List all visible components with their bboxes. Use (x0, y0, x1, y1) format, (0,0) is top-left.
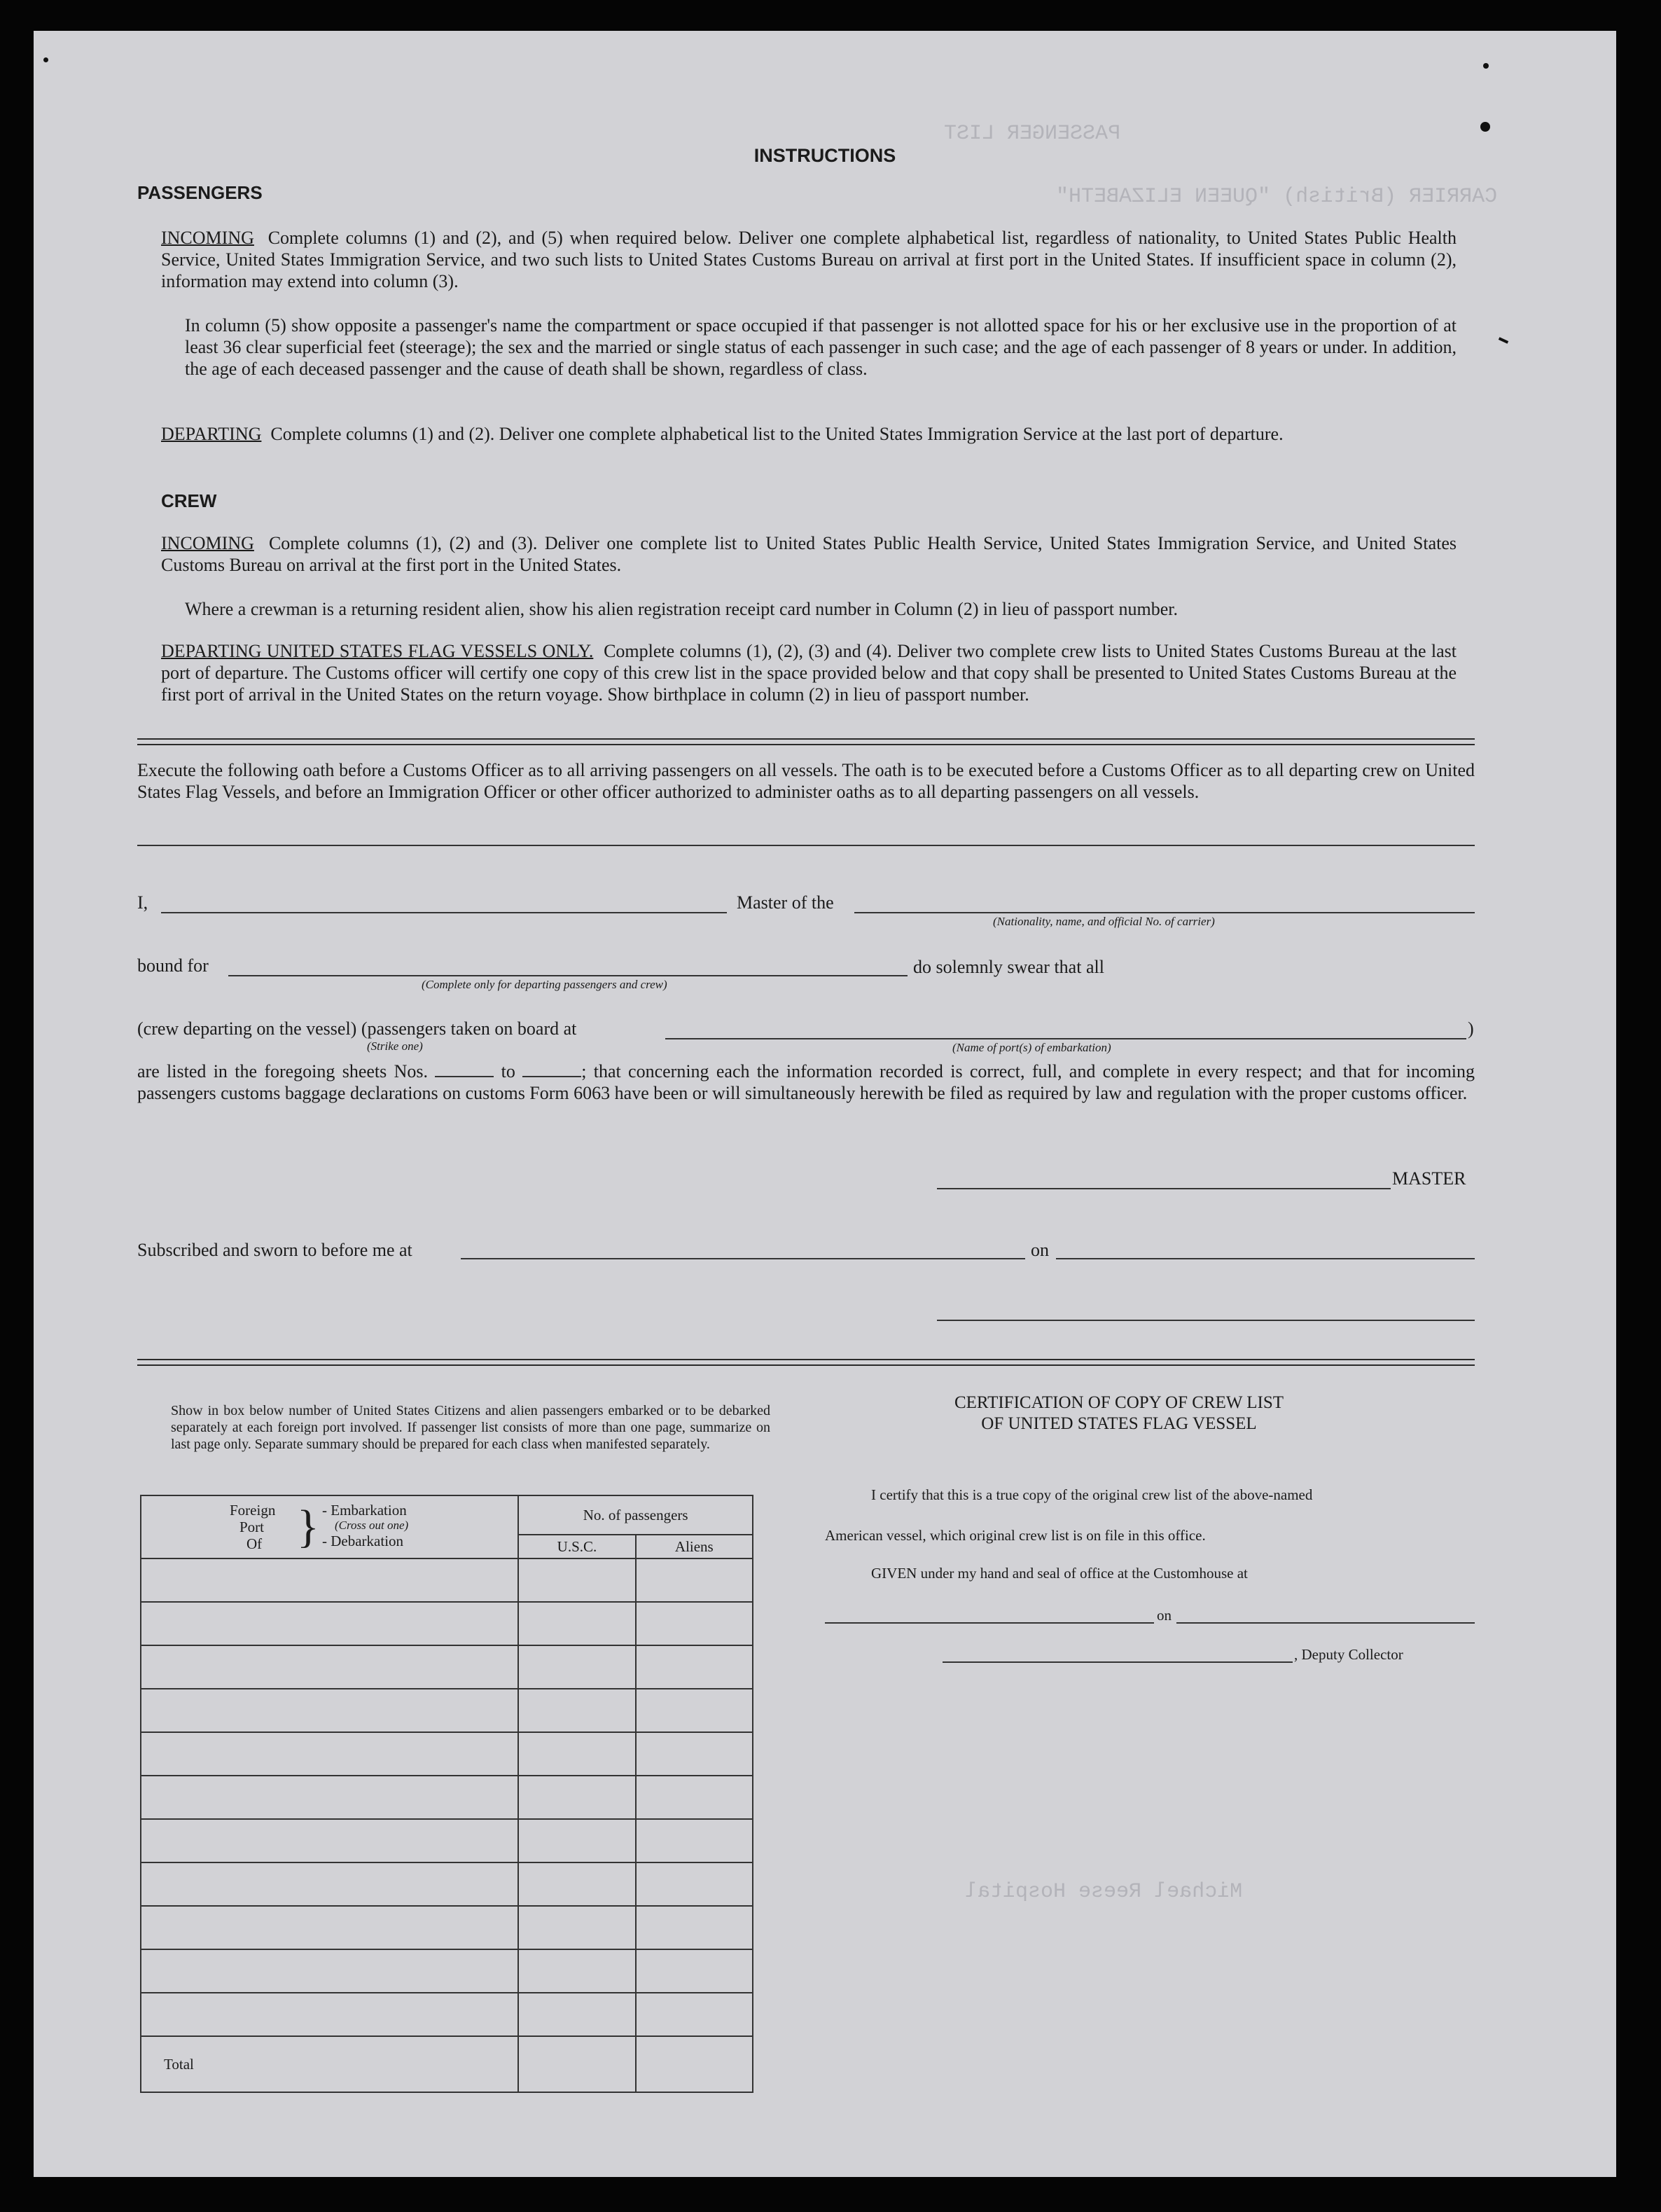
master-of-label: Master of the (737, 892, 834, 913)
usc-cell[interactable] (518, 1645, 635, 1689)
sheet-to-field[interactable] (522, 1062, 581, 1077)
table-row (141, 1645, 753, 1689)
passengers-incoming-label: INCOMING (161, 228, 254, 248)
oath-intro: Execute the following oath before a Customs Officer as to all arriving passengers on all vessels. The oath is to be executed before a Customs Officer as to all departing crew on United States Flag Vessels, and before an Immigration Officer or other officer authorized to administer oaths as to all departing passengers on all vessels. (137, 760, 1475, 802)
section-divider (137, 744, 1475, 745)
bleed-through-text: Michael Reese Hospital (965, 1880, 1243, 1904)
page-title: INSTRUCTIONS (753, 145, 896, 166)
certification-date-field[interactable] (1176, 1622, 1475, 1624)
aliens-cell[interactable] (636, 1558, 753, 1602)
section-divider (137, 1359, 1475, 1360)
crew-departing-text: Complete columns (1), (2), (3) and (4). Deliver two complete crew lists to United States Customs Bureau at the last port of departure. The Customs officer will certify one copy of this crew list in the space provided below and that copy shall be presented to United States Customs Bureau at the first port of arrival in the United States on the return voyage. Show birthplace in column (2) in lieu of passport number. (161, 641, 1457, 705)
aliens-cell[interactable] (636, 1862, 753, 1906)
scan-speck (1480, 122, 1490, 132)
foreign-label: Foreign (230, 1502, 276, 1519)
aliens-cell[interactable] (636, 1949, 753, 1993)
certification-on-label: on (1157, 1607, 1172, 1624)
close-paren: ) (1468, 1018, 1474, 1039)
section-divider (137, 1364, 1475, 1366)
aliens-cell[interactable] (636, 1819, 753, 1862)
swear-label: do solemnly swear that all (913, 957, 1104, 977)
aliens-cell[interactable] (636, 1602, 753, 1645)
master-signature-label: MASTER (1392, 1168, 1466, 1189)
table-row (141, 1558, 753, 1602)
crew-departing-label: DEPARTING UNITED STATES FLAG VESSELS ONLY. (161, 641, 594, 661)
port-cell[interactable] (141, 1689, 518, 1732)
bound-caption: (Complete only for departing passengers and crew) (422, 978, 667, 991)
subscribed-label: Subscribed and sworn to before me at (137, 1240, 412, 1260)
customhouse-field[interactable] (825, 1622, 1154, 1624)
bound-for-label: bound for (137, 955, 209, 976)
officer-signature-field[interactable] (937, 1320, 1475, 1321)
port-cell[interactable] (141, 1602, 518, 1645)
port-label: Port (239, 1519, 265, 1535)
american-vessel-text: American vessel, which original crew list is on file in this office. (825, 1527, 1206, 1544)
aliens-header: Aliens (636, 1535, 753, 1558)
scan-speck (43, 57, 48, 62)
usc-cell[interactable] (518, 1819, 635, 1862)
crew-incoming-paragraph (161, 532, 1457, 576)
bleed-through-text: PASSENGER LIST (944, 122, 1121, 146)
sheet-from-field[interactable] (435, 1062, 494, 1077)
port-cell[interactable] (141, 1645, 518, 1689)
port-cell[interactable] (141, 1732, 518, 1776)
usc-total-cell[interactable] (518, 2036, 635, 2092)
passengers-heading: PASSENGERS (137, 182, 263, 203)
usc-cell[interactable] (518, 1732, 635, 1776)
sworn-on-label: on (1031, 1240, 1049, 1260)
aliens-cell[interactable] (636, 1732, 753, 1776)
bleed-through-text: CARRIER (British) "QUEEN ELIZABETH" (1056, 185, 1498, 209)
total-label: Total (141, 2036, 518, 2092)
section-divider (137, 845, 1475, 846)
passengers-departing-paragraph (161, 423, 1457, 445)
crew-incoming-label: INCOMING (161, 533, 254, 553)
passengers-incoming-text: Complete columns (1) and (2), and (5) when required below. Deliver one complete alphabetical list, regardless of nationality, to United States Public Health Service, United States Immigration Service, and two such lists to United States Customs Bureau on arrival at first port in the United States. If insufficient space in column (2), information may extend into column (3). (161, 228, 1457, 291)
debarkation-label: - Debarkation (322, 1533, 404, 1549)
usc-cell[interactable] (518, 1689, 635, 1732)
listed-label: are listed in the foregoing sheets Nos. (137, 1061, 428, 1081)
scan-mark (1499, 337, 1508, 344)
total-row (141, 2036, 753, 2092)
listed-rest: ; that concerning each the information recorded is correct, full, and complete in every respect; and that for incoming passengers customs baggage declarations on customs Form 6063 have been or will simultaneously herewith be filed as required by law and regulation with the proper customs officer. (137, 1061, 1475, 1103)
passengers-departing-label: DEPARTING (161, 424, 262, 444)
table-row (141, 1776, 753, 1819)
aliens-cell[interactable] (636, 1776, 753, 1819)
usc-header: U.S.C. (518, 1535, 635, 1558)
port-cell[interactable] (141, 1862, 518, 1906)
scan-speck (1483, 63, 1489, 69)
port-caption: (Name of port(s) of embarkation) (952, 1041, 1111, 1054)
crew-resident-paragraph: Where a crewman is a returning resident alien, show his alien registration receipt card number in Column (2) in lieu of passport number. (185, 599, 1179, 619)
port-cell[interactable] (141, 1776, 518, 1819)
crew-incoming-text: Complete columns (1), (2) and (3). Deliver one complete list to United States Public Health Service, United States Immigration Service, and United States Customs Bureau on arrival at the first port in the United States. (161, 533, 1457, 575)
table-row (141, 1602, 753, 1645)
master-signature-field[interactable] (937, 1188, 1391, 1189)
brace-icon: } (297, 1501, 319, 1552)
port-cell[interactable] (141, 1558, 518, 1602)
passengers-column5-paragraph: In column (5) show opposite a passenger's name the compartment or space occupied if that passenger is not allotted space for his or her exclusive use in the proportion of at least 36 clear superficial feet (steerage); the sex and the married or single status of each passenger in such case; and the age of each passenger of 8 years or under. In addition, the age of each deceased passenger and the cause of death shall be shown, regardless of class. (185, 315, 1457, 379)
table-row (141, 1906, 753, 1949)
carrier-caption: (Nationality, name, and official No. of carrier) (993, 915, 1215, 928)
master-name-field[interactable] (161, 912, 727, 913)
listed-to-label: to (501, 1061, 515, 1081)
given-text: GIVEN under my hand and seal of office at the Customhouse at (871, 1565, 1248, 1582)
aliens-cell[interactable] (636, 1689, 753, 1732)
usc-cell[interactable] (518, 1602, 635, 1645)
port-cell[interactable] (141, 1949, 518, 1993)
crew-departing-paragraph (161, 640, 1457, 705)
crew-departing-label: (crew departing on the vessel) (passengers taken on board at (137, 1018, 577, 1039)
table-row (141, 1819, 753, 1862)
usc-cell[interactable] (518, 1776, 635, 1819)
section-divider (137, 738, 1475, 740)
usc-cell[interactable] (518, 1862, 635, 1906)
aliens-cell[interactable] (636, 1993, 753, 2036)
document-page (34, 31, 1616, 2177)
port-header-cell (141, 1495, 518, 1558)
cross-out-caption: (Cross out one) (335, 1519, 409, 1532)
table-row (141, 1862, 753, 1906)
port-cell[interactable] (141, 1906, 518, 1949)
usc-cell[interactable] (518, 1906, 635, 1949)
no-passengers-header: No. of passengers (518, 1495, 753, 1535)
table-row (141, 1732, 753, 1776)
port-cell[interactable] (141, 1993, 518, 2036)
table-row (141, 1993, 753, 2036)
crew-heading: CREW (161, 490, 217, 511)
usc-cell[interactable] (518, 1993, 635, 2036)
carrier-field[interactable] (854, 912, 1475, 913)
deputy-collector-label: , Deputy Collector (1294, 1646, 1403, 1663)
strike-caption: (Strike one) (367, 1039, 423, 1053)
passenger-summary-table (140, 1495, 753, 2093)
deputy-collector-signature-field[interactable] (943, 1661, 1293, 1663)
table-row (141, 1949, 753, 1993)
oath-listed-paragraph (137, 1060, 1475, 1104)
passengers-incoming-paragraph (161, 227, 1457, 292)
sworn-date-field[interactable] (1056, 1258, 1475, 1259)
embarkation-port-field[interactable] (665, 1038, 1466, 1039)
of-label: Of (246, 1535, 263, 1552)
port-cell[interactable] (141, 1819, 518, 1862)
summary-note: Show in box below number of United States Citizens and alien passengers embarked or to be debarked separately at each foreign port involved. If passenger list consists of more than one page, summarize on last page only. Separate summary should be prepared for each class when manifested separately. (171, 1403, 770, 1452)
embarkation-label: - Embarkation (322, 1502, 407, 1519)
certification-title-line2: OF UNITED STATES FLAG VESSEL (981, 1414, 1257, 1433)
certification-title-line1: CERTIFICATION OF COPY OF CREW LIST (954, 1393, 1284, 1412)
passengers-departing-text: Complete columns (1) and (2). Deliver one complete alphabetical list to the United States Immigration Service at the last port of departure. (270, 424, 1284, 444)
usc-cell[interactable] (518, 1558, 635, 1602)
usc-cell[interactable] (518, 1949, 635, 1993)
sworn-place-field[interactable] (461, 1258, 1025, 1259)
aliens-total-cell[interactable] (636, 2036, 753, 2092)
certify-text: I certify that this is a true copy of the original crew list of the above-named (871, 1486, 1313, 1503)
certification-title (839, 1392, 1399, 1435)
table-row (141, 1689, 753, 1732)
destination-field[interactable] (228, 975, 908, 976)
aliens-cell[interactable] (636, 1645, 753, 1689)
oath-i-label: I, (137, 892, 148, 913)
aliens-cell[interactable] (636, 1906, 753, 1949)
